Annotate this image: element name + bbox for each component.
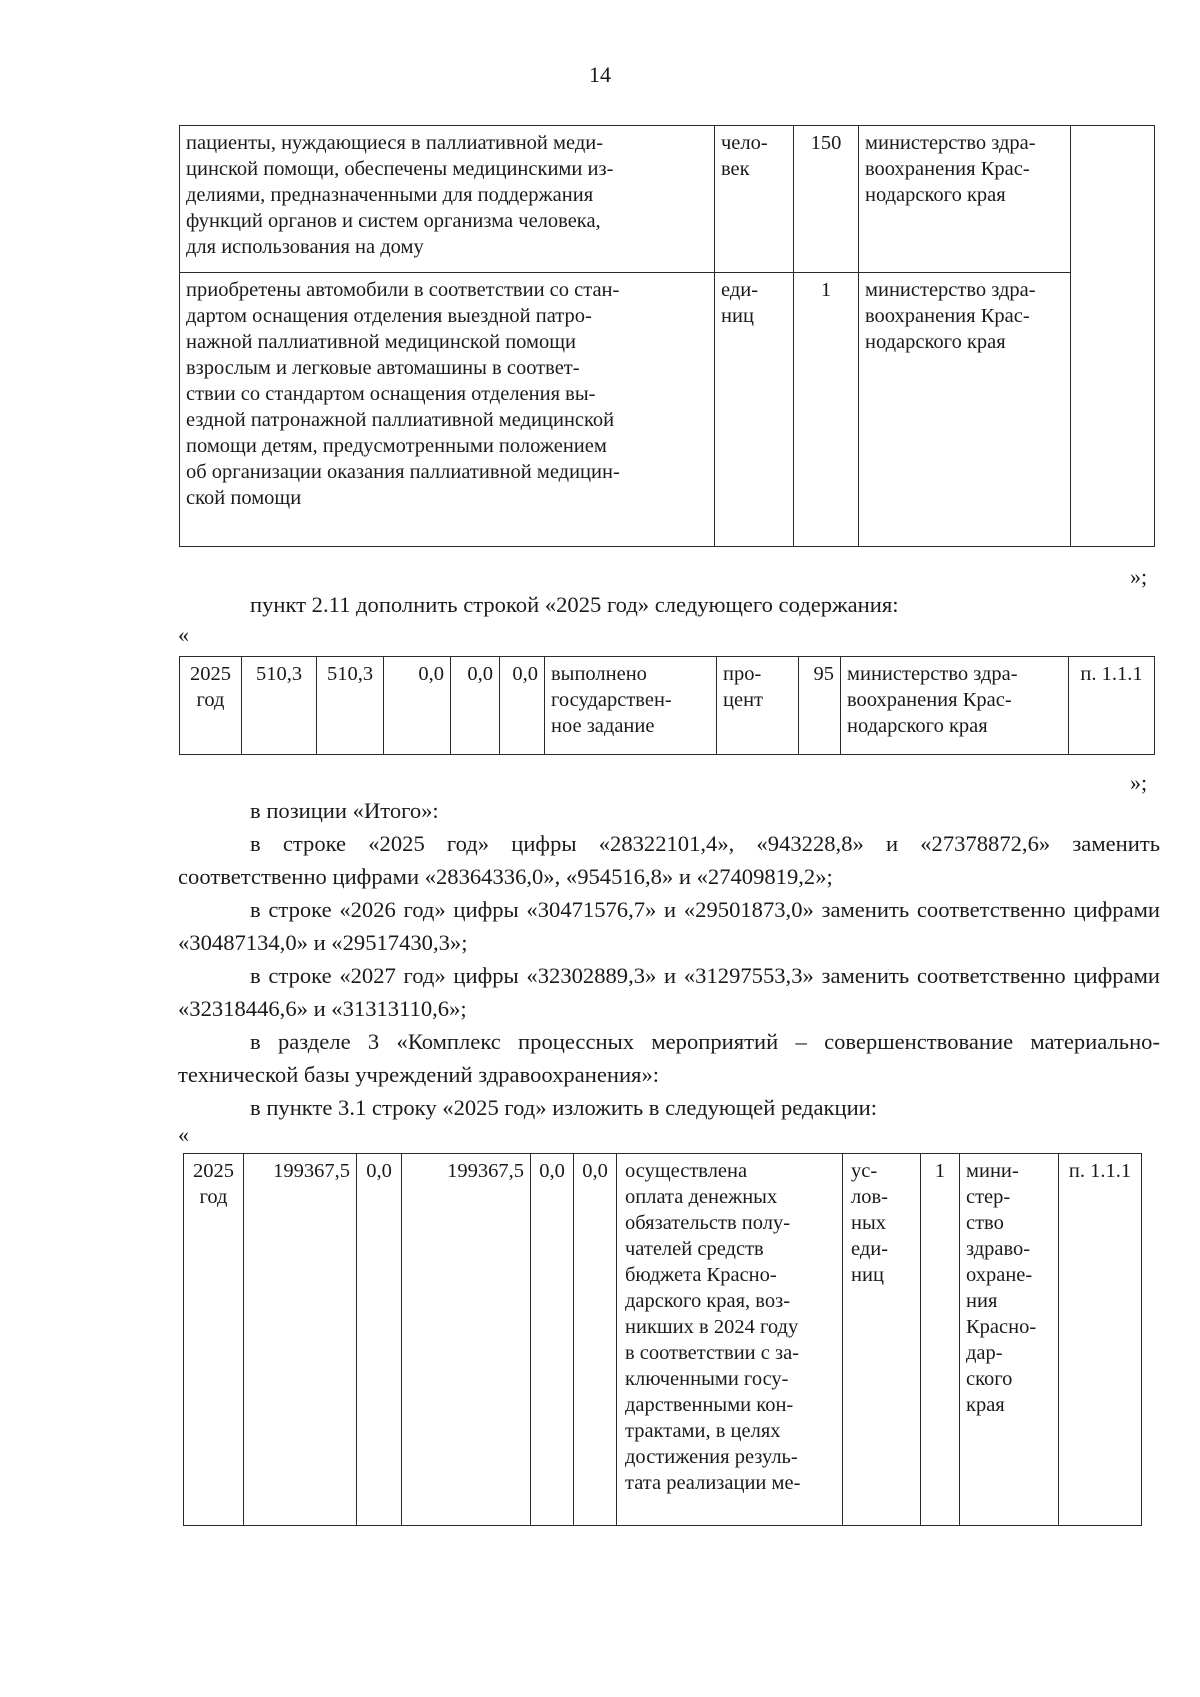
value-cell: 150 (794, 126, 859, 273)
year-cell: 2025 год (184, 1154, 244, 1526)
value-cell: 510,3 (317, 657, 384, 755)
result-cell: пациенты, нуждающиеся в паллиативной меди- цинской помощи, обеспечены медицинскими из- делиями, предназначенными для поддержания функций органов и систем организма человека, для использования на дому (180, 126, 715, 273)
paragraph: в строке «2025 год» цифры «28322101,4», «943228,8» и «27378872,6» заменить соответственно цифрами «28364336,0», «954516,8» и «27409819,2»; (178, 831, 1160, 889)
closing-quote: »; (1130, 564, 1148, 589)
opening-quote: « (178, 1122, 189, 1147)
paragraph: в разделе 3 «Комплекс процессных мероприятий – совершенствование материально-технической базы учреждений здравоохранения»: (178, 1029, 1160, 1087)
table-row (184, 1154, 1142, 1526)
ref-cell: п. 1.1.1 (1069, 657, 1155, 755)
result-cell: выполнено государствен- ное задание (545, 657, 717, 755)
table-replacement-row (183, 1153, 1142, 1526)
paragraph: в строке «2026 год» цифры «30471576,7» и «29501873,0» заменить соответственно цифрами «30487134,0» и «29517430,3»; (178, 897, 1160, 955)
value-cell: 0,0 (574, 1154, 617, 1526)
value-cell: 95 (799, 657, 841, 755)
table-new-row (179, 656, 1155, 755)
year-cell: 2025 год (180, 657, 242, 755)
value-cell: 0,0 (357, 1154, 402, 1526)
unit-cell: ус- лов- ных еди- ниц (843, 1154, 921, 1526)
value-cell: 510,3 (242, 657, 317, 755)
unit-cell: про- цент (717, 657, 799, 755)
ref-cell (1071, 126, 1155, 547)
unit-cell: еди- ниц (715, 273, 794, 547)
table-row (180, 126, 1155, 273)
table-row (180, 273, 1155, 547)
value-cell: 0,0 (500, 657, 545, 755)
opening-quote: « (178, 622, 189, 647)
value-cell: 1 (921, 1154, 960, 1526)
responsible-cell: министерство здра- воохранения Крас- нодарского края (859, 126, 1071, 273)
closing-quote: »; (1130, 770, 1148, 795)
page-number: 14 (589, 62, 611, 87)
paragraph: в позиции «Итого»: (250, 798, 439, 823)
table-continuation (179, 125, 1155, 547)
result-cell: осуществлена оплата денежных обязательств полу- чателей средств бюджета Красно- дарского края, воз- никших в 2024 году в соответствии с за- ключенными госу- дарственными кон- трактами, в целях достижения резуль- тата реализации ме- (617, 1154, 843, 1526)
paragraph: в строке «2027 год» цифры «32302889,3» и «31297553,3» заменить соответственно цифрами «32318446,6» и «31313110,6»; (178, 963, 1160, 1021)
responsible-cell: министерство здра- воохранения Крас- нодарского края (841, 657, 1069, 755)
value-cell: 0,0 (531, 1154, 574, 1526)
unit-cell: чело- век (715, 126, 794, 273)
value-cell: 199367,5 (402, 1154, 531, 1526)
result-cell: приобретены автомобили в соответствии со стан- дартом оснащения отделения выездной патро- нажной паллиативной медицинской помощи взрослым и легковые автомашины в соответ- ствии со стандартом оснащения отделения вы- ездной патронажной паллиативной медицинской помощи детям, предусмотренными положением об организации оказания паллиативной медицин- ской помощи (180, 273, 715, 547)
table-row (180, 657, 1155, 755)
responsible-cell: министерство здра- воохранения Крас- нодарского края (859, 273, 1071, 547)
paragraph: пункт 2.11 дополнить строкой «2025 год» следующего содержания: (250, 592, 899, 617)
value-cell: 0,0 (384, 657, 451, 755)
value-cell: 199367,5 (244, 1154, 357, 1526)
ref-cell: п. 1.1.1 (1059, 1154, 1142, 1526)
paragraph: в пункте 3.1 строку «2025 год» изложить в следующей редакции: (250, 1095, 878, 1120)
value-cell: 1 (794, 273, 859, 547)
responsible-cell: мини- стер- ство здраво- охране- ния Красно- дар- ского края (960, 1154, 1059, 1526)
value-cell: 0,0 (451, 657, 500, 755)
